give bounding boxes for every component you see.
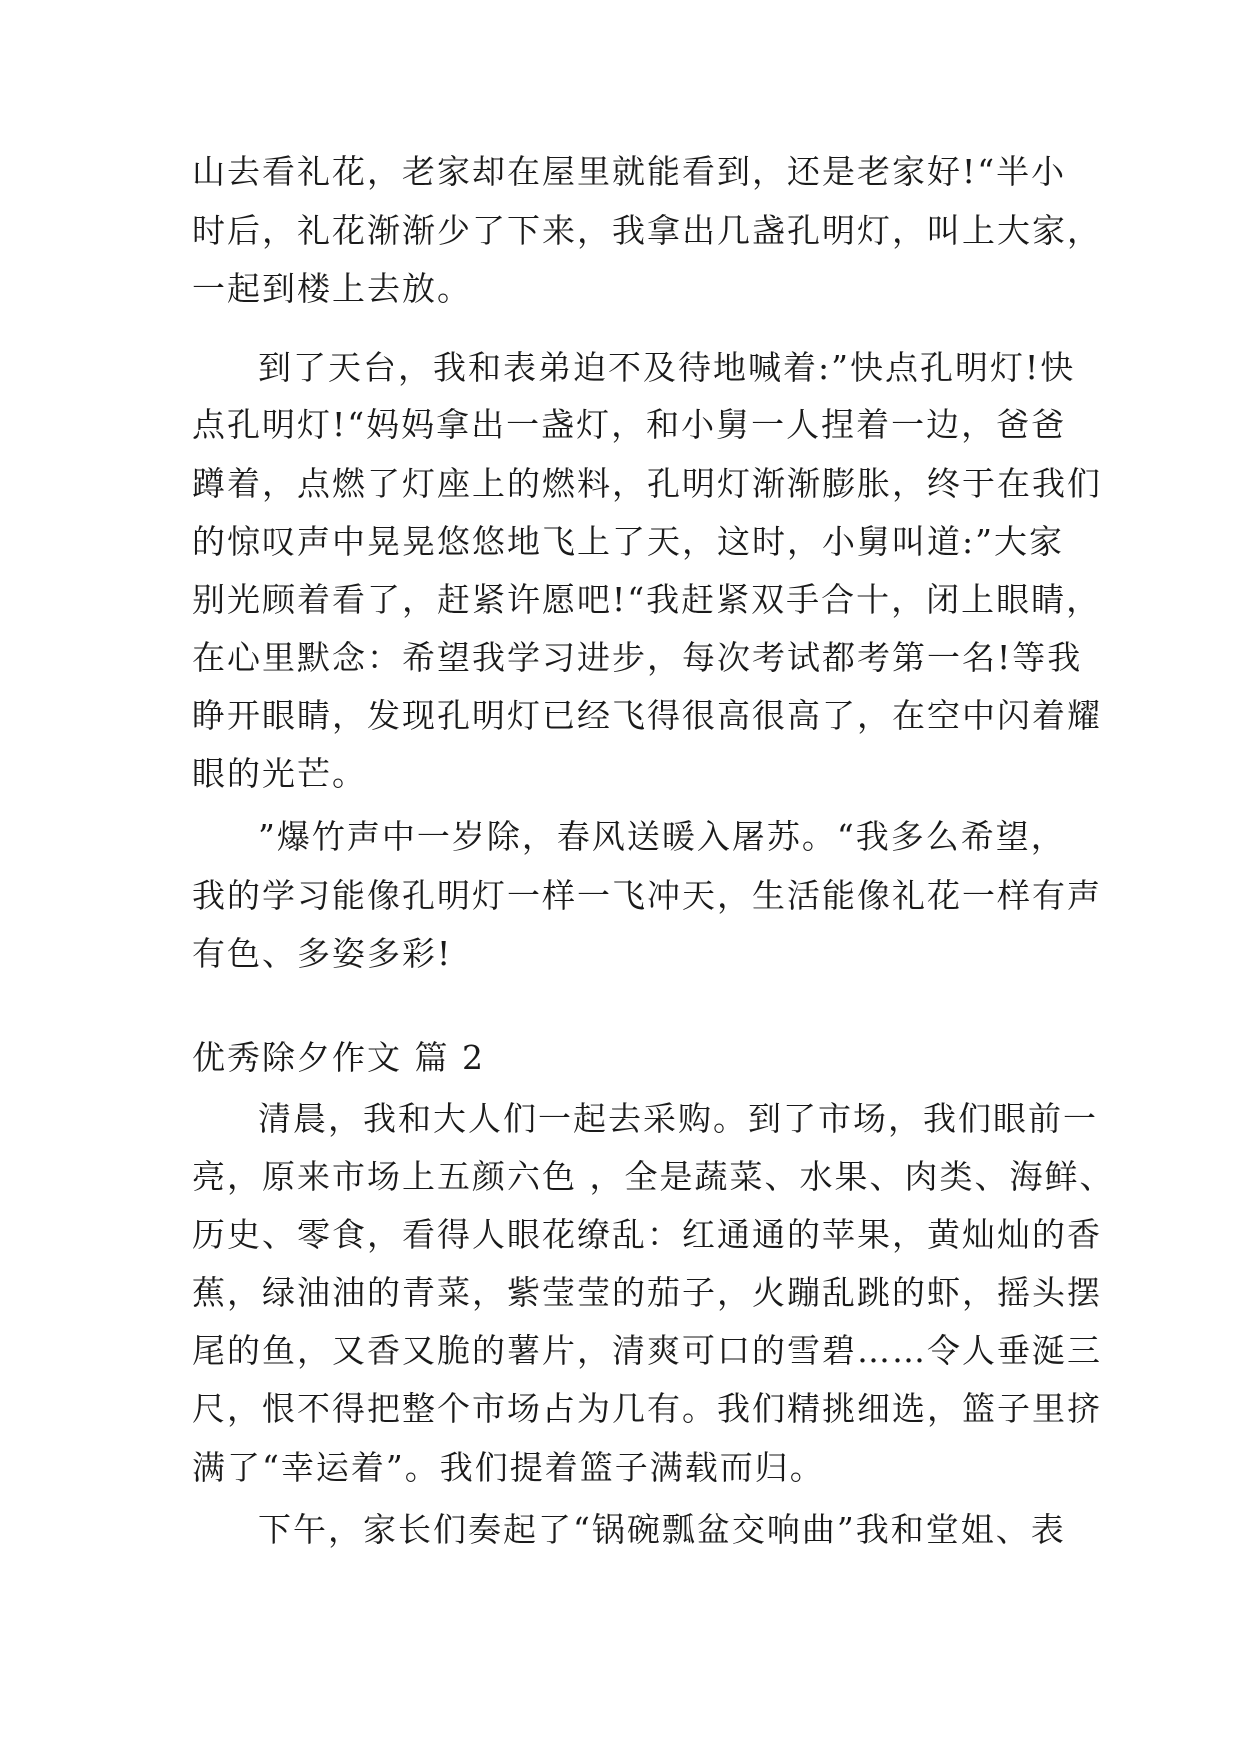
text-line: 一起到楼上去放。 xyxy=(192,269,472,308)
section-heading: 优秀除夕作文 篇 2 xyxy=(192,1038,485,1077)
text-line: 蹲着，点燃了灯座上的燃料，孔明灯渐渐膨胀，终于在我们 xyxy=(192,464,1102,503)
text-line: 有色、多姿多彩! xyxy=(192,934,453,973)
paragraph-first-line: 到了天台，我和表弟迫不及待地喊着:”快点孔明灯!快 xyxy=(258,348,1076,387)
text-line: 眼的光芒。 xyxy=(192,754,367,793)
text-line: 在心里默念：希望我学习进步，每次考试都考第一名!等我 xyxy=(192,638,1083,677)
text-line: 历史、零食，看得人眼花缭乱：红通通的苹果，黄灿灿的香 xyxy=(192,1215,1102,1254)
text-line: 点孔明灯!“妈妈拿出一盏灯，和小舅一人捏着一边，爸爸 xyxy=(192,405,1067,444)
text-line: 山去看礼花，老家却在屋里就能看到，还是老家好!“半小 xyxy=(192,152,1067,191)
paragraph-first-line: ”爆竹声中一岁除，春风送暖入屠苏。“我多么希望， xyxy=(258,817,1066,856)
text-line: 亮，原来市场上五颜六色 ，全是蔬菜、水果、肉类、海鲜、 xyxy=(192,1157,1115,1196)
text-line: 尾的鱼，又香又脆的薯片，清爽可口的雪碧……令人垂涎三 xyxy=(192,1331,1102,1370)
text-line: 的惊叹声中晃晃悠悠地飞上了天，这时，小舅叫道:”大家 xyxy=(192,522,1064,561)
text-line: 满了“幸运着”。我们提着篮子满载而归。 xyxy=(192,1448,825,1487)
paragraph-first-line: 下午，家长们奏起了“锅碗瓢盆交响曲”我和堂姐、表 xyxy=(258,1510,1066,1549)
text-line: 蕉，绿油油的青菜，紫莹莹的茄子，火蹦乱跳的虾，摇头摆 xyxy=(192,1273,1102,1312)
text-line: 尺，恨不得把整个市场占为几有。我们精挑细选，篮子里挤 xyxy=(192,1389,1102,1428)
paragraph-first-line: 清晨，我和大人们一起去采购。到了市场，我们眼前一 xyxy=(258,1099,1098,1138)
text-line: 时后，礼花渐渐少了下来，我拿出几盏孔明灯，叫上大家， xyxy=(192,211,1102,250)
text-line: 睁开眼睛，发现孔明灯已经飞得很高很高了，在空中闪着耀 xyxy=(192,696,1102,735)
text-line: 别光顾着看了，赶紧许愿吧!“我赶紧双手合十，闭上眼睛， xyxy=(192,580,1102,619)
text-line: 我的学习能像孔明灯一样一飞冲天，生活能像礼花一样有声 xyxy=(192,876,1102,915)
